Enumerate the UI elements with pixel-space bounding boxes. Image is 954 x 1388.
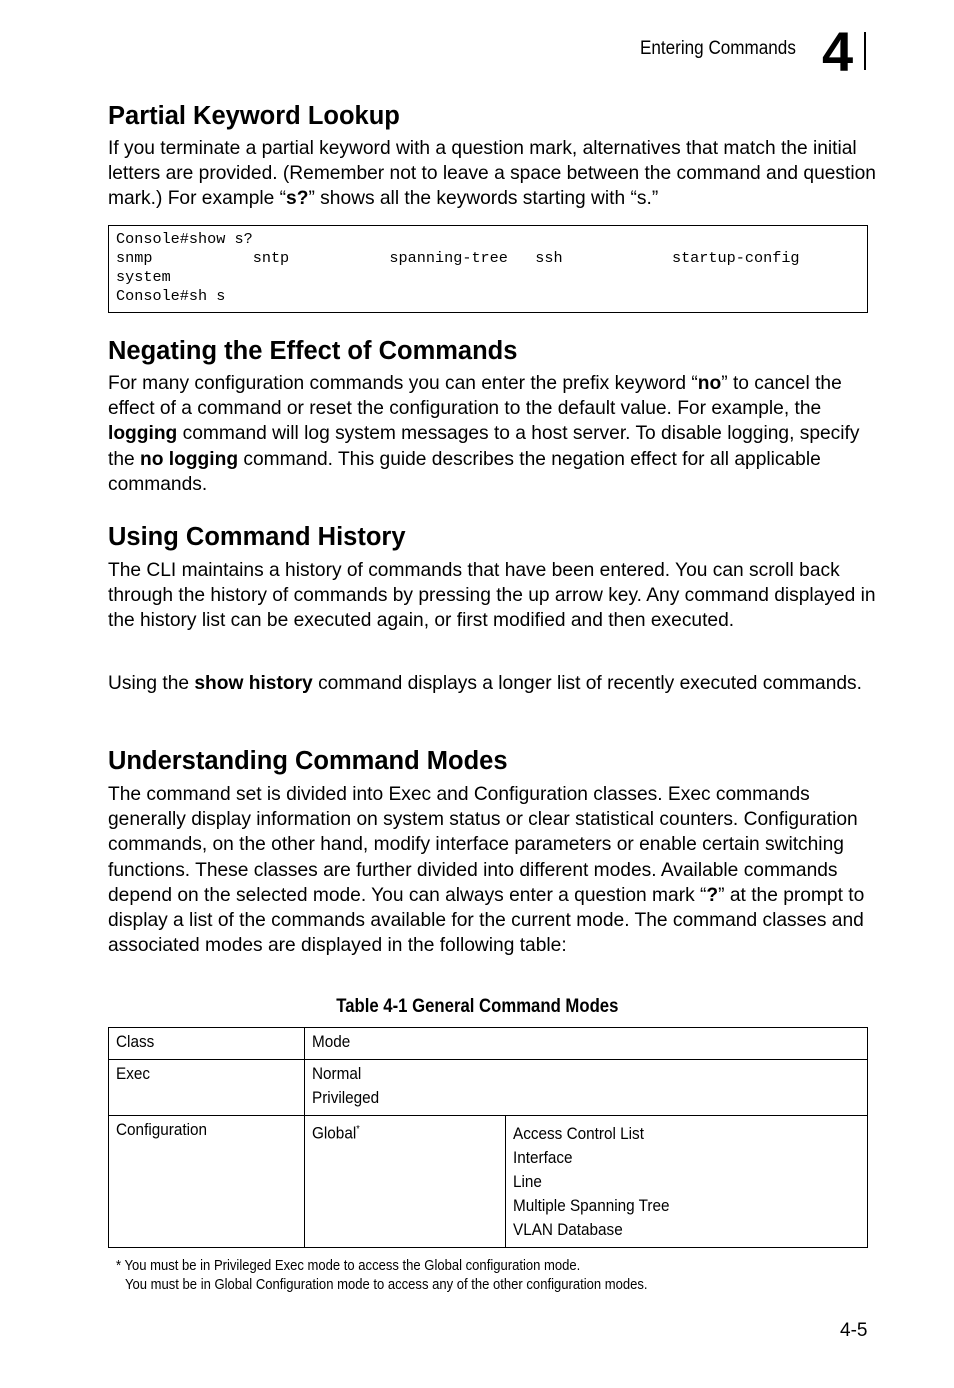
bold-keyword: no (697, 373, 722, 394)
text-run: command will log system messages to a host server. To disable logging, specify the (108, 423, 860, 470)
table-header-row (109, 1028, 868, 1060)
running-header: Entering Commands (640, 38, 796, 59)
class-exec: Exec (116, 1064, 151, 1083)
mode-normal: Normal (312, 1064, 362, 1083)
mode-global (312, 1118, 360, 1146)
bold-keyword: s? (286, 188, 309, 210)
table-cell (109, 1116, 305, 1248)
table-caption (0, 996, 954, 1018)
code-example (108, 225, 868, 313)
heading-negating: Negating the Effect of Commands (108, 337, 518, 365)
text-run: If you terminate a partial keyword with a question mark, alternatives that match the initial letters are provided. (Remember not to leave a space between the command and question mark.) For example “ (108, 138, 876, 210)
text-run: ” shows all the keywords starting with “s.” (308, 188, 659, 210)
column-header-mode: Mode (312, 1032, 351, 1051)
table-cell (305, 1116, 506, 1248)
text-run: command. This guide describes the negation effect for all applicable commands. (108, 448, 821, 495)
page-number: 4-5 (840, 1320, 868, 1341)
heading-command-modes: Understanding Command Modes (108, 747, 508, 775)
text-run: Using the (108, 673, 195, 694)
class-configuration: Configuration (116, 1120, 208, 1139)
table-cell (109, 1028, 305, 1060)
code-line: snmp sntp spanning-tree ssh startup-config (116, 249, 800, 267)
table-cell (305, 1060, 868, 1116)
text-run: ” to cancel the effect of a command or reset the configuration to the default value. For example, the (108, 373, 842, 420)
paragraph-partial-keyword (108, 136, 876, 212)
chapter-rule (864, 32, 866, 70)
bold-keyword: no logging (140, 448, 239, 470)
code-line: system (116, 268, 171, 286)
paragraph-history-2 (108, 671, 876, 696)
bold-keyword: logging (108, 423, 178, 445)
footnote-mark: * (356, 1124, 360, 1135)
submode-item: Access Control List (513, 1124, 644, 1143)
code-line: Console#sh s (116, 287, 226, 305)
submode-item: VLAN Database (513, 1220, 623, 1239)
heading-partial-keyword-lookup: Partial Keyword Lookup (108, 102, 400, 130)
text-run: For many configuration commands you can enter the prefix keyword “ (108, 373, 698, 394)
table-row (109, 1060, 868, 1116)
table-cell (506, 1116, 868, 1248)
column-header-class: Class (116, 1032, 155, 1051)
paragraph-negating (108, 371, 876, 497)
submode-item: Interface (513, 1148, 573, 1167)
mode-global-label: Global (312, 1123, 357, 1143)
code-line: Console#show s? (116, 230, 253, 248)
footnote-text: You must be in Global Configuration mode to access any of the other configuration modes. (125, 1277, 648, 1293)
command-modes-table (108, 1027, 868, 1248)
submode-item: Line (513, 1172, 542, 1191)
submode-item: Multiple Spanning Tree (513, 1196, 670, 1215)
mode-privileged: Privileged (312, 1088, 380, 1107)
text-run: The command set is divided into Exec and Configuration classes. Exec commands generally display information on system status or clear statistical counters. Configuration commands, on the other hand, modify interface parameters or enable certain switching functions. These classes are further divided into different modes. Available commands depend on the selected mode. You can always enter a question mark “ (108, 784, 858, 906)
heading-command-history: Using Command History (108, 523, 406, 551)
chapter-number: 4 (822, 20, 854, 83)
text-run: ” at the prompt to display a list of the commands available for the current mode. The command classes and associated modes are displayed in the following table: (108, 884, 865, 957)
bold-keyword: ? (706, 884, 719, 906)
bold-keyword: show history (194, 673, 313, 694)
footnote-line (125, 1277, 706, 1293)
caption-text: Table 4-1 General Command Modes (335, 996, 619, 1017)
footnote-text: * You must be in Privileged Exec mode to access the Global configuration mode. (116, 1258, 581, 1274)
table-row (109, 1116, 868, 1248)
table-cell (109, 1060, 305, 1116)
paragraph-command-modes (108, 782, 876, 958)
table-cell (305, 1028, 868, 1060)
text-run: command displays a longer list of recently executed commands. (312, 673, 862, 694)
footnote-line (116, 1258, 632, 1274)
paragraph-history-1: The CLI maintains a history of commands that have been entered. You can scroll back through the history of commands by pressing the up arrow key. Any command displayed in the history list can be executed again, or first modified and then executed. (108, 560, 876, 632)
